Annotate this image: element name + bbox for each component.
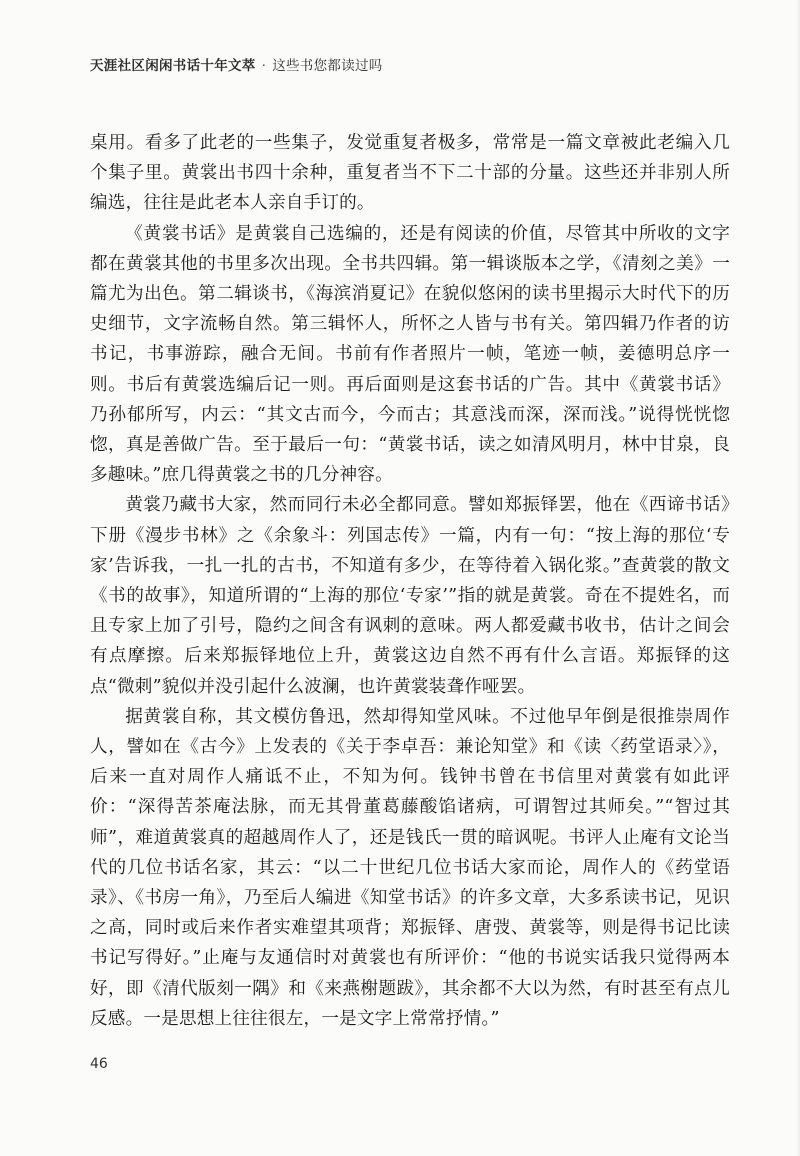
body-text: [90, 128, 730, 1034]
running-head: [90, 54, 383, 74]
running-head-subtitle: 这些书您都读过吗: [272, 58, 383, 74]
paragraph-1: 桌用。看多了此老的一些集子，发觉重复者极多，常常是一篇文章被此老编入几个集子里。黄裳出书四十余种，重复者当不下二十部的分量。这些还并非别人所编选，往往是此老本人亲自手订的。: [90, 133, 730, 214]
running-head-book-title: 天涯社区闲闲书话十年文萃: [90, 58, 256, 74]
paragraph-3: 黄裳乃藏书大家，然而同行未必全都同意。譬如郑振铎罢，他在《西谛书话》下册《漫步书林》之《余象斗：列国志传》一篇，内有一句：“按上海的那位‘专家’告诉我，一扎一扎的古书，不知道有多少，在等待着入锅化浆。”查黄裳的散文《书的故事》，知道所谓的“上海的那位‘专家’”指的就是黄裳。奇在不提姓名，而且专家上加了引号，隐约之间含有讽刺的意味。两人都爱藏书收书，估计之间会有点摩擦。后来郑振铎地位上升，黄裳这边自然不再有什么言语。郑振铎的这点“微刺”貌似并没引起什么波澜，也许黄裳装聋作哑罢。: [90, 495, 730, 697]
paragraph-2: 《黄裳书话》是黄裳自己选编的，还是有阅读的价值，尽管其中所收的文字都在黄裳其他的书里多次出现。全书共四辑。第一辑谈版本之学，《清刻之美》一篇尤为出色。第二辑谈书，《海滨消夏记》在貌似悠闲的读书里揭示大时代下的历史细节，文字流畅自然。第三辑怀人，所怀之人皆与书有关。第四辑乃作者的访书记，书事游踪，融合无间。书前有作者照片一帧，笔迹一帧，姜德明总序一则。书后有黄裳选编后记一则。再后面则是这套书话的广告。其中《黄裳书话》乃孙郁所写，内云：“其文古而今，今而古；其意浅而深，深而浅。”说得恍恍惚惚，真是善做广告。至于最后一句：“黄裳书话，读之如清风明月，林中甘泉，良多趣味。”庶几得黄裳之书的几分神容。: [90, 223, 730, 486]
running-head-separator: ·: [261, 58, 267, 74]
page-edge-shadow: [796, 0, 800, 1156]
page-number: 46: [90, 1056, 108, 1072]
paragraph-4: 据黄裳自称，其文模仿鲁迅，然却得知堂风味。不过他早年倒是很推崇周作人，譬如在《古今》上发表的《关于李卓吾：兼论知堂》和《读〈药堂语录〉》，后来一直对周作人痛诋不止，不知为何。钱钟书曾在书信里对黄裳有如此评价：“深得苦茶庵法脉，而无其骨董葛藤酸馅诸病，可谓智过其师矣。”“智过其师”，难道黄裳真的超越周作人了，还是钱氏一贯的暗讽呢。书评人止庵有文论当代的几位书话名家，其云：“以二十世纪几位书话大家而论，周作人的《药堂语录》、《书房一角》，乃至后人编进《知堂书话》的许多文章，大多系读书记，见识之高，同时或后来作者实难望其项背；郑振铎、唐弢、黄裳等，则是得书记比读书记写得好。”止庵与友通信时对黄裳也有所评价：“他的书说实话我只觉得两本好，即《清代版刻一隅》和《来燕榭题跋》，其余都不大以为然，有时甚至有点儿反感。一是思想上往往很左，一是文字上常常抒情。”: [90, 706, 730, 1029]
